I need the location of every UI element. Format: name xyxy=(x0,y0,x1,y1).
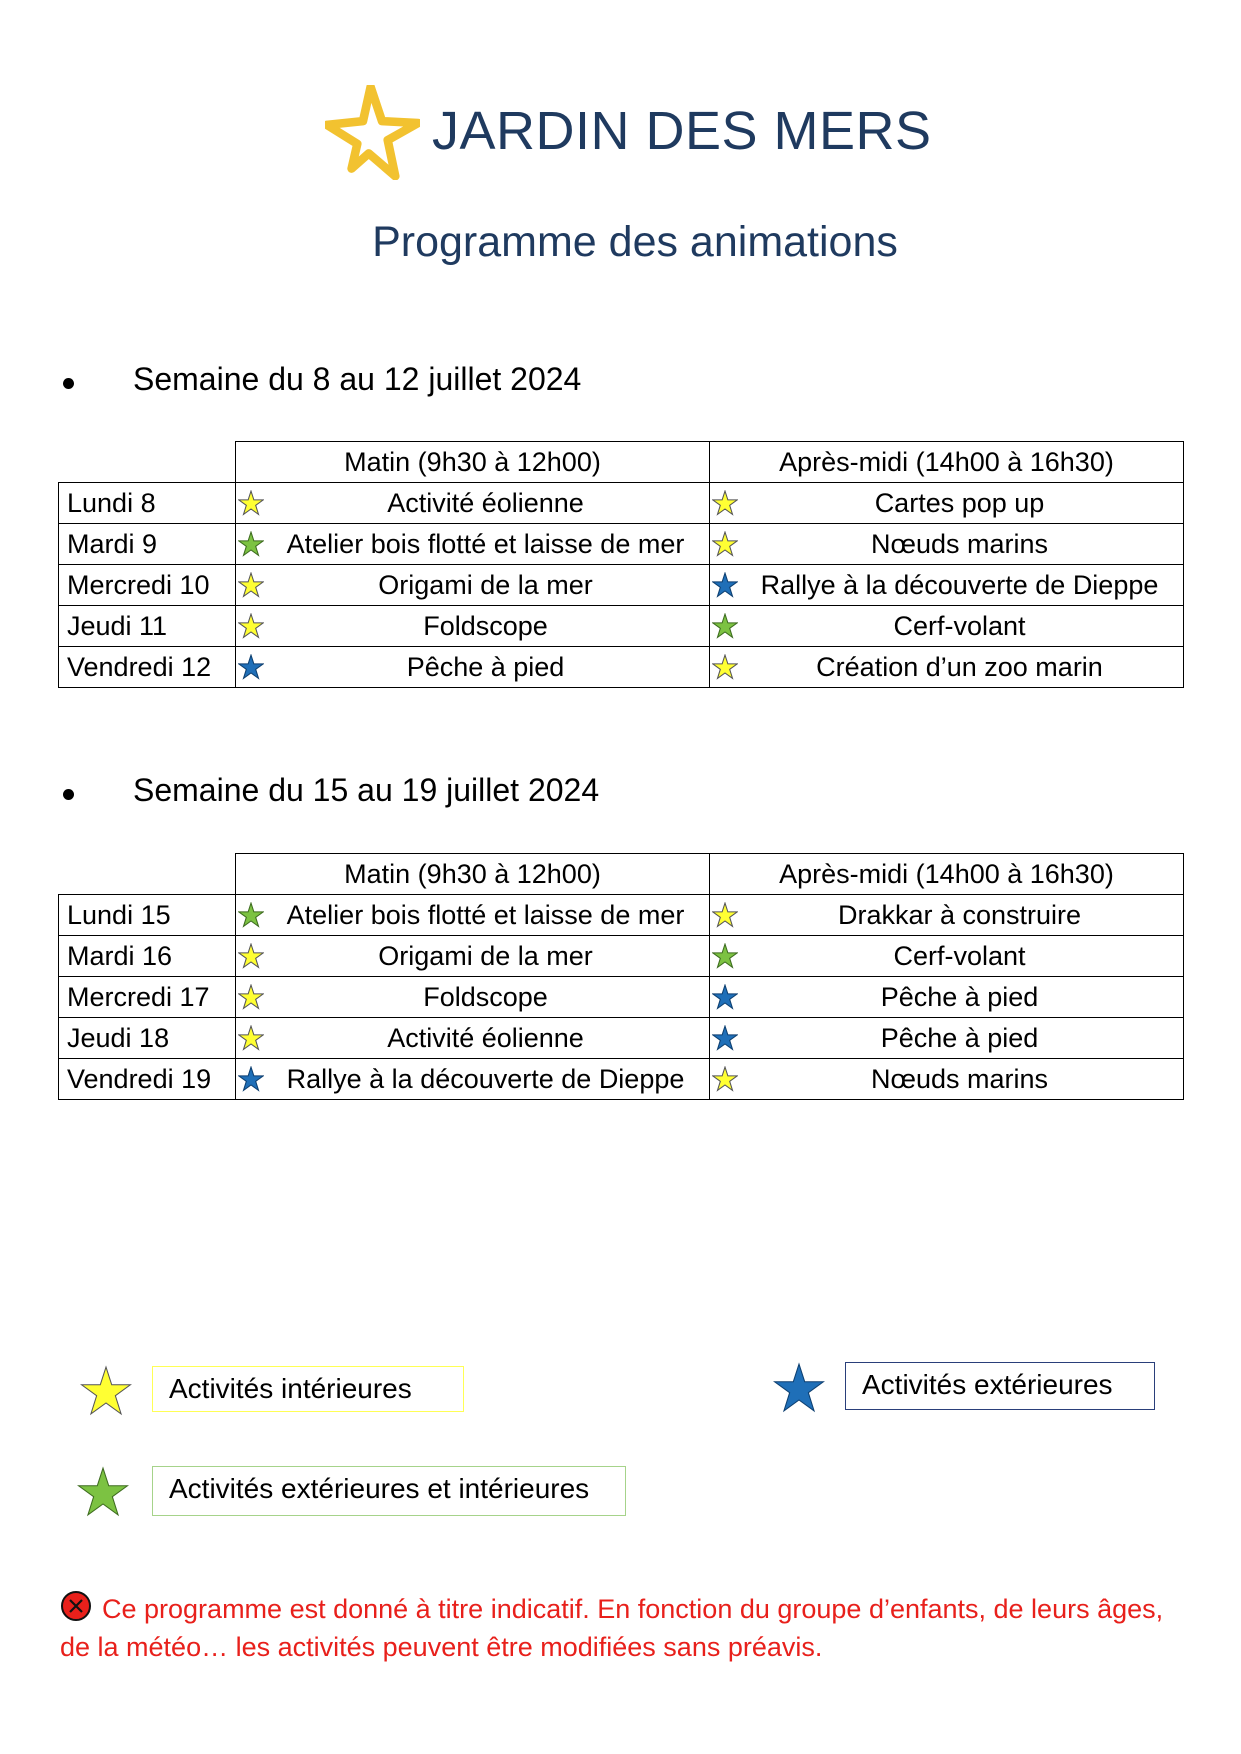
afternoon-activity-label: Cerf-volant xyxy=(893,610,1026,641)
day-cell: Lundi 8 xyxy=(59,483,236,524)
red-cross-circle-icon xyxy=(60,1590,92,1622)
afternoon-activity-label: Pêche à pied xyxy=(880,981,1039,1012)
yellow-star-icon xyxy=(712,531,738,557)
morning-activity-label: Foldscope xyxy=(423,610,548,641)
day-cell: Vendredi 19 xyxy=(59,1059,236,1100)
green-star-icon xyxy=(712,613,738,639)
afternoon-activity-cell xyxy=(710,647,1184,688)
morning-activity-cell xyxy=(236,524,710,565)
blue-star-icon xyxy=(773,1362,825,1414)
morning-activity-label: Activité éolienne xyxy=(387,487,584,518)
legend-outdoor: Activités extérieures xyxy=(845,1362,1155,1410)
afternoon-activity-cell xyxy=(710,936,1184,977)
morning-activity-label: Activité éolienne xyxy=(387,1022,584,1053)
afternoon-activity-cell xyxy=(710,977,1184,1018)
table-row xyxy=(59,606,1184,647)
afternoon-activity-cell xyxy=(710,1059,1184,1100)
green-star-icon xyxy=(77,1466,129,1518)
yellow-star-icon xyxy=(238,943,264,969)
table-row xyxy=(59,483,1184,524)
logo-star-icon xyxy=(325,85,420,180)
green-star-icon xyxy=(238,902,264,928)
day-cell: Jeudi 18 xyxy=(59,1018,236,1059)
legend-both-label: Activités extérieures et intérieures xyxy=(169,1473,590,1504)
legend-both xyxy=(152,1466,626,1516)
header-afternoon: Après-midi (14h00 à 16h30) xyxy=(710,442,1184,483)
yellow-star-icon xyxy=(238,613,264,639)
day-cell: Jeudi 11 xyxy=(59,606,236,647)
yellow-star-icon xyxy=(238,490,264,516)
morning-activity-cell xyxy=(236,1018,710,1059)
page-subtitle: Programme des animations xyxy=(372,218,898,266)
blue-star-icon xyxy=(712,984,738,1010)
disclaimer-text: Ce programme est donné à titre indicatif. En fonction du groupe d’enfants, de leurs âges, de la météo… les activités peuvent être modifiées sans préavis. xyxy=(60,1594,1164,1662)
morning-activity-cell xyxy=(236,1059,710,1100)
afternoon-activity-cell xyxy=(710,483,1184,524)
header-morning: Matin (9h30 à 12h00) xyxy=(236,854,710,895)
morning-activity-label: Origami de la mer xyxy=(378,569,593,600)
table-row xyxy=(59,895,1184,936)
afternoon-activity-label: Cartes pop up xyxy=(874,487,1045,518)
blue-star-icon xyxy=(238,654,264,680)
week-2-table xyxy=(58,853,1184,1100)
afternoon-activity-cell xyxy=(710,895,1184,936)
header-morning: Matin (9h30 à 12h00) xyxy=(236,442,710,483)
week-2-heading: Semaine du 15 au 19 juillet 2024 xyxy=(133,772,600,808)
morning-activity-cell xyxy=(236,606,710,647)
morning-activity-cell xyxy=(236,647,710,688)
blue-star-icon xyxy=(238,1066,264,1092)
morning-activity-cell xyxy=(236,565,710,606)
day-cell: Lundi 15 xyxy=(59,895,236,936)
morning-activity-cell xyxy=(236,936,710,977)
table-row xyxy=(59,1018,1184,1059)
blue-star-icon xyxy=(712,572,738,598)
morning-activity-label: Foldscope xyxy=(423,981,548,1012)
afternoon-activity-label: Pêche à pied xyxy=(880,1022,1039,1053)
day-cell: Mercredi 17 xyxy=(59,977,236,1018)
yellow-star-icon xyxy=(712,654,738,680)
morning-activity-label: Pêche à pied xyxy=(406,651,565,682)
afternoon-activity-cell xyxy=(710,565,1184,606)
week-1-table xyxy=(58,441,1184,688)
bullet xyxy=(63,789,74,800)
day-cell: Vendredi 12 xyxy=(59,647,236,688)
afternoon-activity-cell xyxy=(710,606,1184,647)
yellow-star-icon xyxy=(80,1365,132,1417)
header-afternoon: Après-midi (14h00 à 16h30) xyxy=(710,854,1184,895)
table-row xyxy=(59,524,1184,565)
morning-activity-label: Origami de la mer xyxy=(378,940,593,971)
day-cell: Mercredi 10 xyxy=(59,565,236,606)
afternoon-activity-label: Nœuds marins xyxy=(870,528,1049,559)
morning-activity-label: Atelier bois flotté et laisse de mer xyxy=(286,528,685,559)
legend-indoor: Activités intérieures xyxy=(152,1366,464,1412)
table-row xyxy=(59,1059,1184,1100)
week-1-heading: Semaine du 8 au 12 juillet 2024 xyxy=(133,361,582,397)
yellow-star-icon xyxy=(712,1066,738,1092)
morning-activity-label: Atelier bois flotté et laisse de mer xyxy=(286,899,685,930)
yellow-star-icon xyxy=(712,902,738,928)
afternoon-activity-label: Création d’un zoo marin xyxy=(816,651,1103,682)
morning-activity-cell xyxy=(236,977,710,1018)
blue-star-icon xyxy=(712,1025,738,1051)
yellow-star-icon xyxy=(712,490,738,516)
yellow-star-icon xyxy=(238,984,264,1010)
morning-activity-cell xyxy=(236,895,710,936)
table-row xyxy=(59,565,1184,606)
morning-activity-cell xyxy=(236,483,710,524)
green-star-icon xyxy=(238,531,264,557)
disclaimer-note xyxy=(60,1590,1185,1666)
afternoon-activity-cell xyxy=(710,1018,1184,1059)
green-star-icon xyxy=(712,943,738,969)
afternoon-activity-label: Rallye à la découverte de Dieppe xyxy=(760,569,1159,600)
page-title: JARDIN DES MERS xyxy=(432,101,932,161)
afternoon-activity-label: Drakkar à construire xyxy=(837,899,1082,930)
day-cell: Mardi 9 xyxy=(59,524,236,565)
yellow-star-icon xyxy=(238,572,264,598)
bullet xyxy=(63,378,74,389)
afternoon-activity-label: Nœuds marins xyxy=(870,1063,1049,1094)
table-row xyxy=(59,647,1184,688)
afternoon-activity-label: Cerf-volant xyxy=(893,940,1026,971)
yellow-star-icon xyxy=(238,1025,264,1051)
table-row xyxy=(59,936,1184,977)
day-cell: Mardi 16 xyxy=(59,936,236,977)
afternoon-activity-cell xyxy=(710,524,1184,565)
morning-activity-label: Rallye à la découverte de Dieppe xyxy=(286,1063,685,1094)
table-row xyxy=(59,977,1184,1018)
